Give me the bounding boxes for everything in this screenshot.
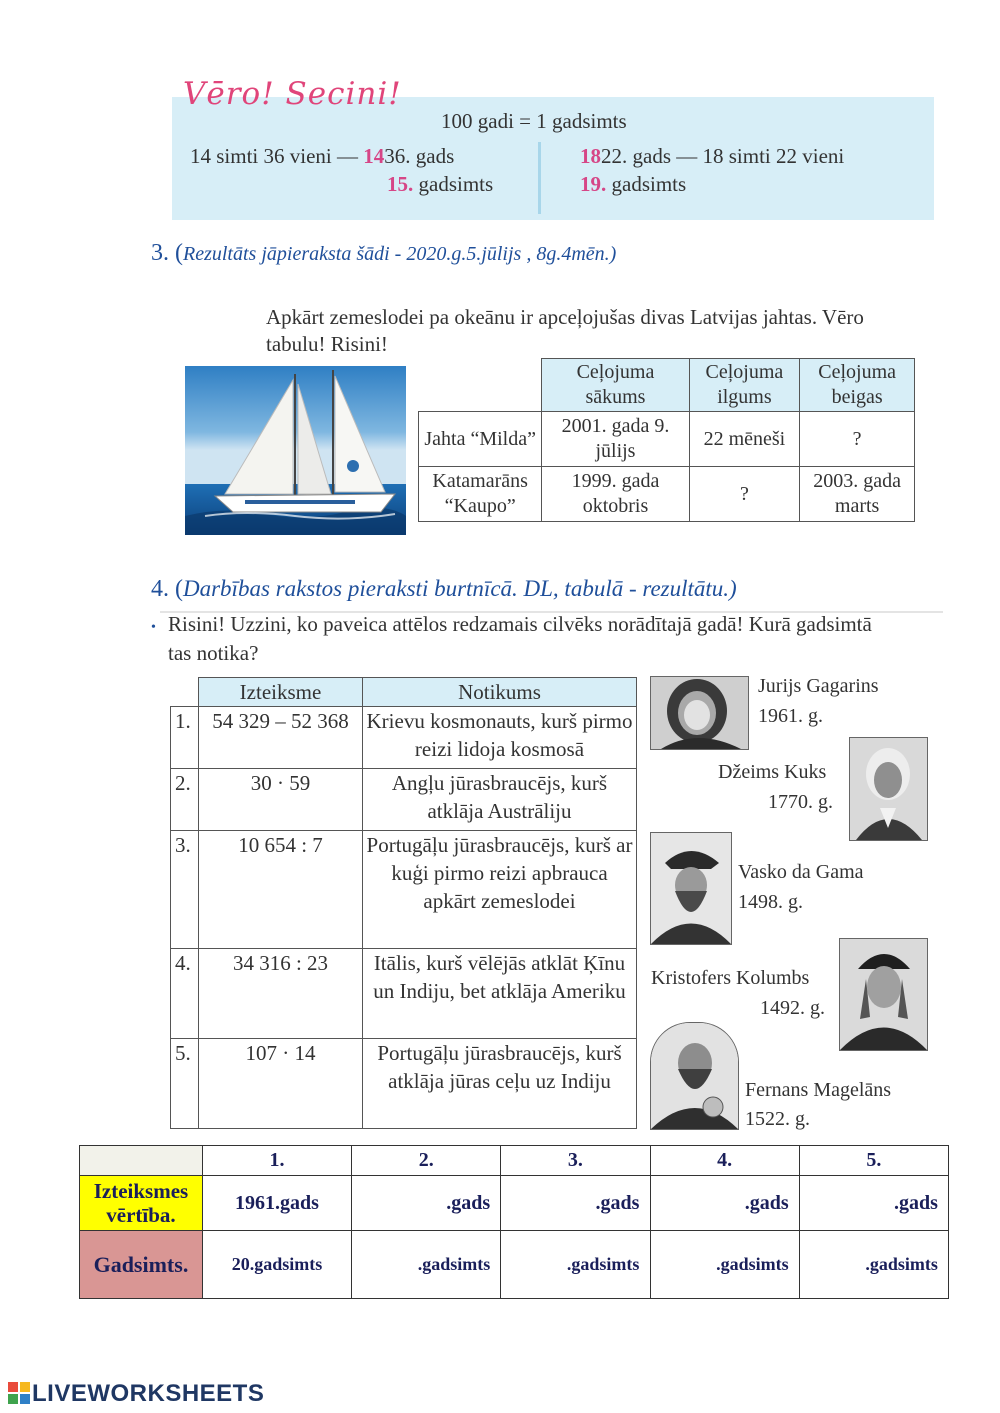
expression: 34 316 : 23 — [199, 949, 363, 1039]
answer-cell — [650, 1176, 799, 1231]
event: Portugāļu jūrasbraucējs, kurš ar kuģi pirmo reizi apbrauca apkārt zemeslodei — [363, 831, 637, 949]
answer-input-1[interactable] — [213, 1192, 341, 1215]
answer-cell — [352, 1231, 501, 1299]
century-input-5[interactable] — [810, 1254, 938, 1275]
row-number: 4. — [171, 949, 199, 1039]
person-year: 1498. g. — [738, 891, 803, 913]
yacht-table — [418, 358, 915, 522]
table-row — [171, 769, 637, 831]
table-row — [171, 949, 637, 1039]
duration: 22 mēneši — [689, 412, 800, 467]
answer-cell — [501, 1231, 650, 1299]
header-start: Ceļojuma sākums — [542, 359, 689, 412]
answer-cell — [799, 1231, 948, 1299]
table-row — [80, 1176, 949, 1231]
column-header: 1. — [202, 1146, 351, 1176]
century-equation: 100 gadi = 1 gadsimts — [441, 109, 627, 133]
row-number: 1. — [171, 707, 199, 769]
divider — [538, 142, 541, 214]
person-year: 1961. g. — [758, 705, 823, 727]
column-header: 3. — [501, 1146, 650, 1176]
table-row — [80, 1231, 949, 1299]
liveworksheets-logo — [8, 1380, 264, 1408]
answer-cell — [202, 1176, 351, 1231]
century-input-2[interactable] — [362, 1254, 490, 1275]
person-year: 1770. g. — [768, 791, 833, 813]
magellan-portrait — [650, 1022, 739, 1130]
row-number: 3. — [171, 831, 199, 949]
event: Angļu jūrasbraucējs, kurš atklāja Austrāliju — [363, 769, 637, 831]
empty-cell — [171, 678, 199, 707]
sailboat-image — [185, 366, 406, 535]
column-header: 2. — [352, 1146, 501, 1176]
event: Itālis, kurš vēlējās atklāt Ķīnu un Indiju, bet atklāja Ameriku — [363, 949, 637, 1039]
expression: 10 654 : 7 — [199, 831, 363, 949]
event: Krievu kosmonauts, kurš pirmo reizi lidoja kosmosā — [363, 707, 637, 769]
table-row — [171, 678, 637, 707]
person-year: 1492. g. — [760, 997, 825, 1019]
person-name: Kristofers Kolumbs — [651, 967, 810, 989]
table-row — [419, 359, 915, 412]
logo-icon — [8, 1382, 30, 1404]
right-example-line1: 1822. gads — 18 simti 22 vieni — [580, 144, 845, 168]
empty-cell — [419, 359, 542, 412]
expression: 107 · 14 — [199, 1039, 363, 1129]
start-date: 1999. gada oktobris — [542, 467, 689, 522]
events-table — [170, 677, 637, 1129]
person-name: Fernans Magelāns — [745, 1079, 892, 1101]
column-header: 4. — [650, 1146, 799, 1176]
answer-cell — [799, 1176, 948, 1231]
answer-input-5[interactable] — [810, 1192, 938, 1215]
columbus-portrait — [839, 938, 928, 1051]
row-number: 2. — [171, 769, 199, 831]
person-name: Vasko da Gama — [738, 861, 864, 883]
answer-cell — [352, 1176, 501, 1231]
da-gama-portrait — [650, 832, 732, 945]
table-row — [80, 1146, 949, 1176]
logo-text: LIVEWORKSHEETS — [32, 1380, 265, 1407]
header-duration: Ceļojuma ilgums — [689, 359, 800, 412]
column-header: 5. — [799, 1146, 948, 1176]
header-expression: Izteiksme — [199, 678, 363, 707]
row-label-century: Gadsimts. — [80, 1231, 203, 1299]
century-input-4[interactable] — [661, 1254, 789, 1275]
start-date: 2001. gada 9. jūlijs — [542, 412, 689, 467]
table-row — [419, 412, 915, 467]
vessel-name: Katamarāns “Kaupo” — [419, 467, 542, 522]
person-year: 1522. g. — [745, 1108, 810, 1130]
table-row — [171, 831, 637, 949]
person-name: Jurijs Gagarins — [758, 675, 879, 697]
header-end: Ceļojuma beigas — [800, 359, 915, 412]
gagarin-portrait — [650, 676, 749, 750]
row-number: 5. — [171, 1039, 199, 1129]
expression: 54 329 – 52 368 — [199, 707, 363, 769]
left-example-line1: 14 simti 36 vieni — 1436. gads — [190, 144, 455, 168]
end-date: ? — [800, 412, 915, 467]
observe-title: Vēro! Secini! — [183, 76, 402, 112]
century-input-3[interactable] — [511, 1254, 639, 1275]
answer-input-3[interactable] — [511, 1192, 639, 1215]
row-label-value: Izteiksmes vērtība. — [80, 1176, 203, 1231]
vessel-name: Jahta “Milda” — [419, 412, 542, 467]
answer-cell — [650, 1231, 799, 1299]
left-example-line2: 15. gadsimts — [387, 172, 494, 196]
answer-table — [79, 1145, 949, 1299]
table-row — [171, 1039, 637, 1129]
empty-cell — [80, 1146, 203, 1176]
cook-portrait — [849, 737, 928, 841]
century-input-1[interactable] — [213, 1254, 341, 1275]
right-example-line2: 19. gadsimts — [580, 172, 687, 196]
event: Portugāļu jūrasbraucējs, kurš atklāja jūras ceļu uz Indiju — [363, 1039, 637, 1129]
table-row — [419, 467, 915, 522]
duration: ? — [689, 467, 800, 522]
task3-description: Apkārt zemeslodei pa okeānu ir apceļojušas divas Latvijas jahtas. Vēro tabulu! Risini! — [266, 305, 864, 356]
task3-heading: 3. (Rezultāts jāpieraksta šādi - 2020.g.5.jūlijs , 8g.4mēn.) — [151, 240, 617, 266]
answer-cell — [202, 1231, 351, 1299]
table-row — [171, 707, 637, 769]
answer-cell — [501, 1176, 650, 1231]
header-event: Notikums — [363, 678, 637, 707]
answer-input-2[interactable] — [362, 1192, 490, 1215]
person-name: Džeims Kuks — [718, 761, 827, 783]
bullet-icon: • — [151, 620, 156, 635]
expression: 30 · 59 — [199, 769, 363, 831]
task4-description: Risini! Uzzini, ko paveica attēlos redzamais cilvēks norādītajā gadā! Kurā gadsimtā tas notika? — [168, 612, 872, 665]
task4-heading: 4. (Darbības rakstos pieraksti burtnīcā. DL, tabulā - rezultātu.) — [151, 576, 737, 602]
end-date: 2003. gada marts — [800, 467, 915, 522]
answer-input-4[interactable] — [661, 1192, 789, 1215]
